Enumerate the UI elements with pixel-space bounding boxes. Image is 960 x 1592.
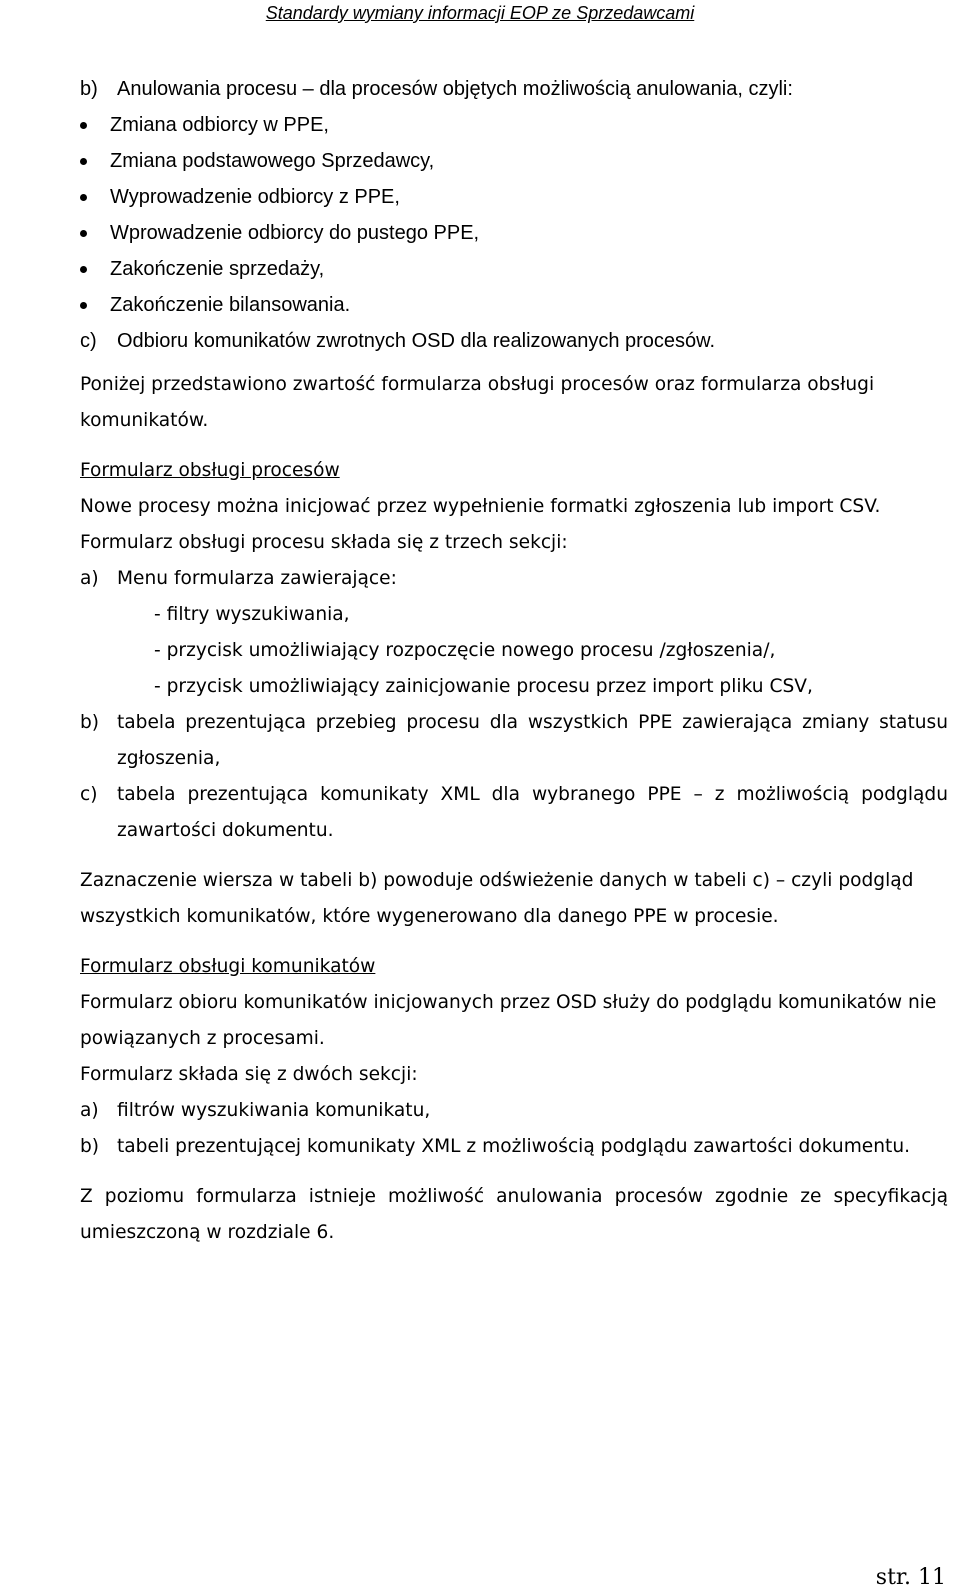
message-form-p1: Formularz obioru komunikatów inicjowanych przez OSD służy do podglądu komunikatów nie powiązanych z procesami.	[80, 992, 937, 1049]
page-content	[80, 71, 948, 1251]
message-item-b	[80, 1129, 948, 1165]
process-item-a	[80, 561, 948, 597]
list-item: Zakończenie sprzedaży,	[80, 251, 948, 287]
page-number: str. 11	[875, 1565, 946, 1590]
message-item-b-label: b)	[80, 1136, 100, 1157]
selection-note: Zaznaczenie wiersza w tabeli b) powoduje odświeżenie danych w tabeli c) – czyli podgląd wszystkich komunikatów, które wygenerowano dla danego PPE w procesie.	[80, 870, 914, 927]
closing-paragraph: Z poziomu formularza istnieje możliwość anulowania procesów zgodnie ze specyfikacją umieszczoną w rozdziale 6.	[80, 1186, 948, 1243]
process-form-body	[80, 489, 948, 849]
message-form-p2: Formularz składa się z dwóch sekcji:	[80, 1064, 418, 1085]
process-item-a-text: Menu formularza zawierające:	[117, 568, 397, 589]
message-form-heading: Formularz obsługi komunikatów	[80, 956, 376, 977]
process-form-heading: Formularz obsługi procesów	[80, 460, 340, 481]
process-item-b-label: b)	[80, 712, 100, 733]
cancel-process-list	[0, 107, 948, 323]
message-item-a-label: a)	[80, 1100, 99, 1121]
message-item-a-text: filtrów wyszukiwania komunikatu,	[117, 1100, 431, 1121]
menu-dash-item: - przycisk umożliwiający zainicjowanie procesu przez import pliku CSV,	[154, 676, 813, 697]
process-item-a-label: a)	[80, 568, 99, 589]
process-item-c-label: c)	[80, 784, 98, 805]
process-item-c	[80, 777, 948, 849]
process-form-p2: Formularz obsługi procesu składa się z trzech sekcji:	[80, 532, 568, 553]
section-c-label: c)	[80, 330, 97, 352]
list-item: Wprowadzenie odbiorcy do pustego PPE,	[80, 215, 948, 251]
section-b-text: Anulowania procesu – dla procesów objętych możliwością anulowania, czyli:	[117, 78, 793, 100]
process-item-b-text: tabela prezentująca przebieg procesu dla wszystkich PPE zawierająca zmiany statusu zgłoszenia,	[117, 712, 948, 769]
section-b	[80, 71, 948, 107]
process-item-c-text: tabela prezentująca komunikaty XML dla wybranego PPE – z możliwością podglądu zawartości dokumentu.	[117, 784, 948, 841]
process-form-p1: Nowe procesy można inicjować przez wypełnienie formatki zgłoszenia lub import CSV.	[80, 496, 881, 517]
menu-dash-item: - filtry wyszukiwania,	[154, 604, 350, 625]
menu-dash-item: - przycisk umożliwiający rozpoczęcie nowego procesu /zgłoszenia/,	[154, 640, 776, 661]
list-item: Zakończenie bilansowania.	[80, 287, 948, 323]
list-item: Wyprowadzenie odbiorcy z PPE,	[80, 179, 948, 215]
page-header: Standardy wymiany informacji EOP ze Sprzedawcami	[265, 3, 695, 23]
intro-paragraph: Poniżej przedstawiono zwartość formularza obsługi procesów oraz formularza obsługi komunikatów.	[80, 374, 875, 431]
section-c-text: Odbioru komunikatów zwrotnych OSD dla realizowanych procesów.	[117, 330, 716, 352]
process-item-b	[80, 705, 948, 777]
list-item: Zmiana podstawowego Sprzedawcy,	[80, 143, 948, 179]
message-item-b-text: tabeli prezentującej komunikaty XML z możliwością podglądu zawartości dokumentu.	[117, 1136, 911, 1157]
list-item: Zmiana odbiorcy w PPE,	[80, 107, 948, 143]
section-c	[80, 323, 948, 359]
message-item-a	[80, 1093, 948, 1129]
section-b-label: b)	[80, 78, 98, 100]
